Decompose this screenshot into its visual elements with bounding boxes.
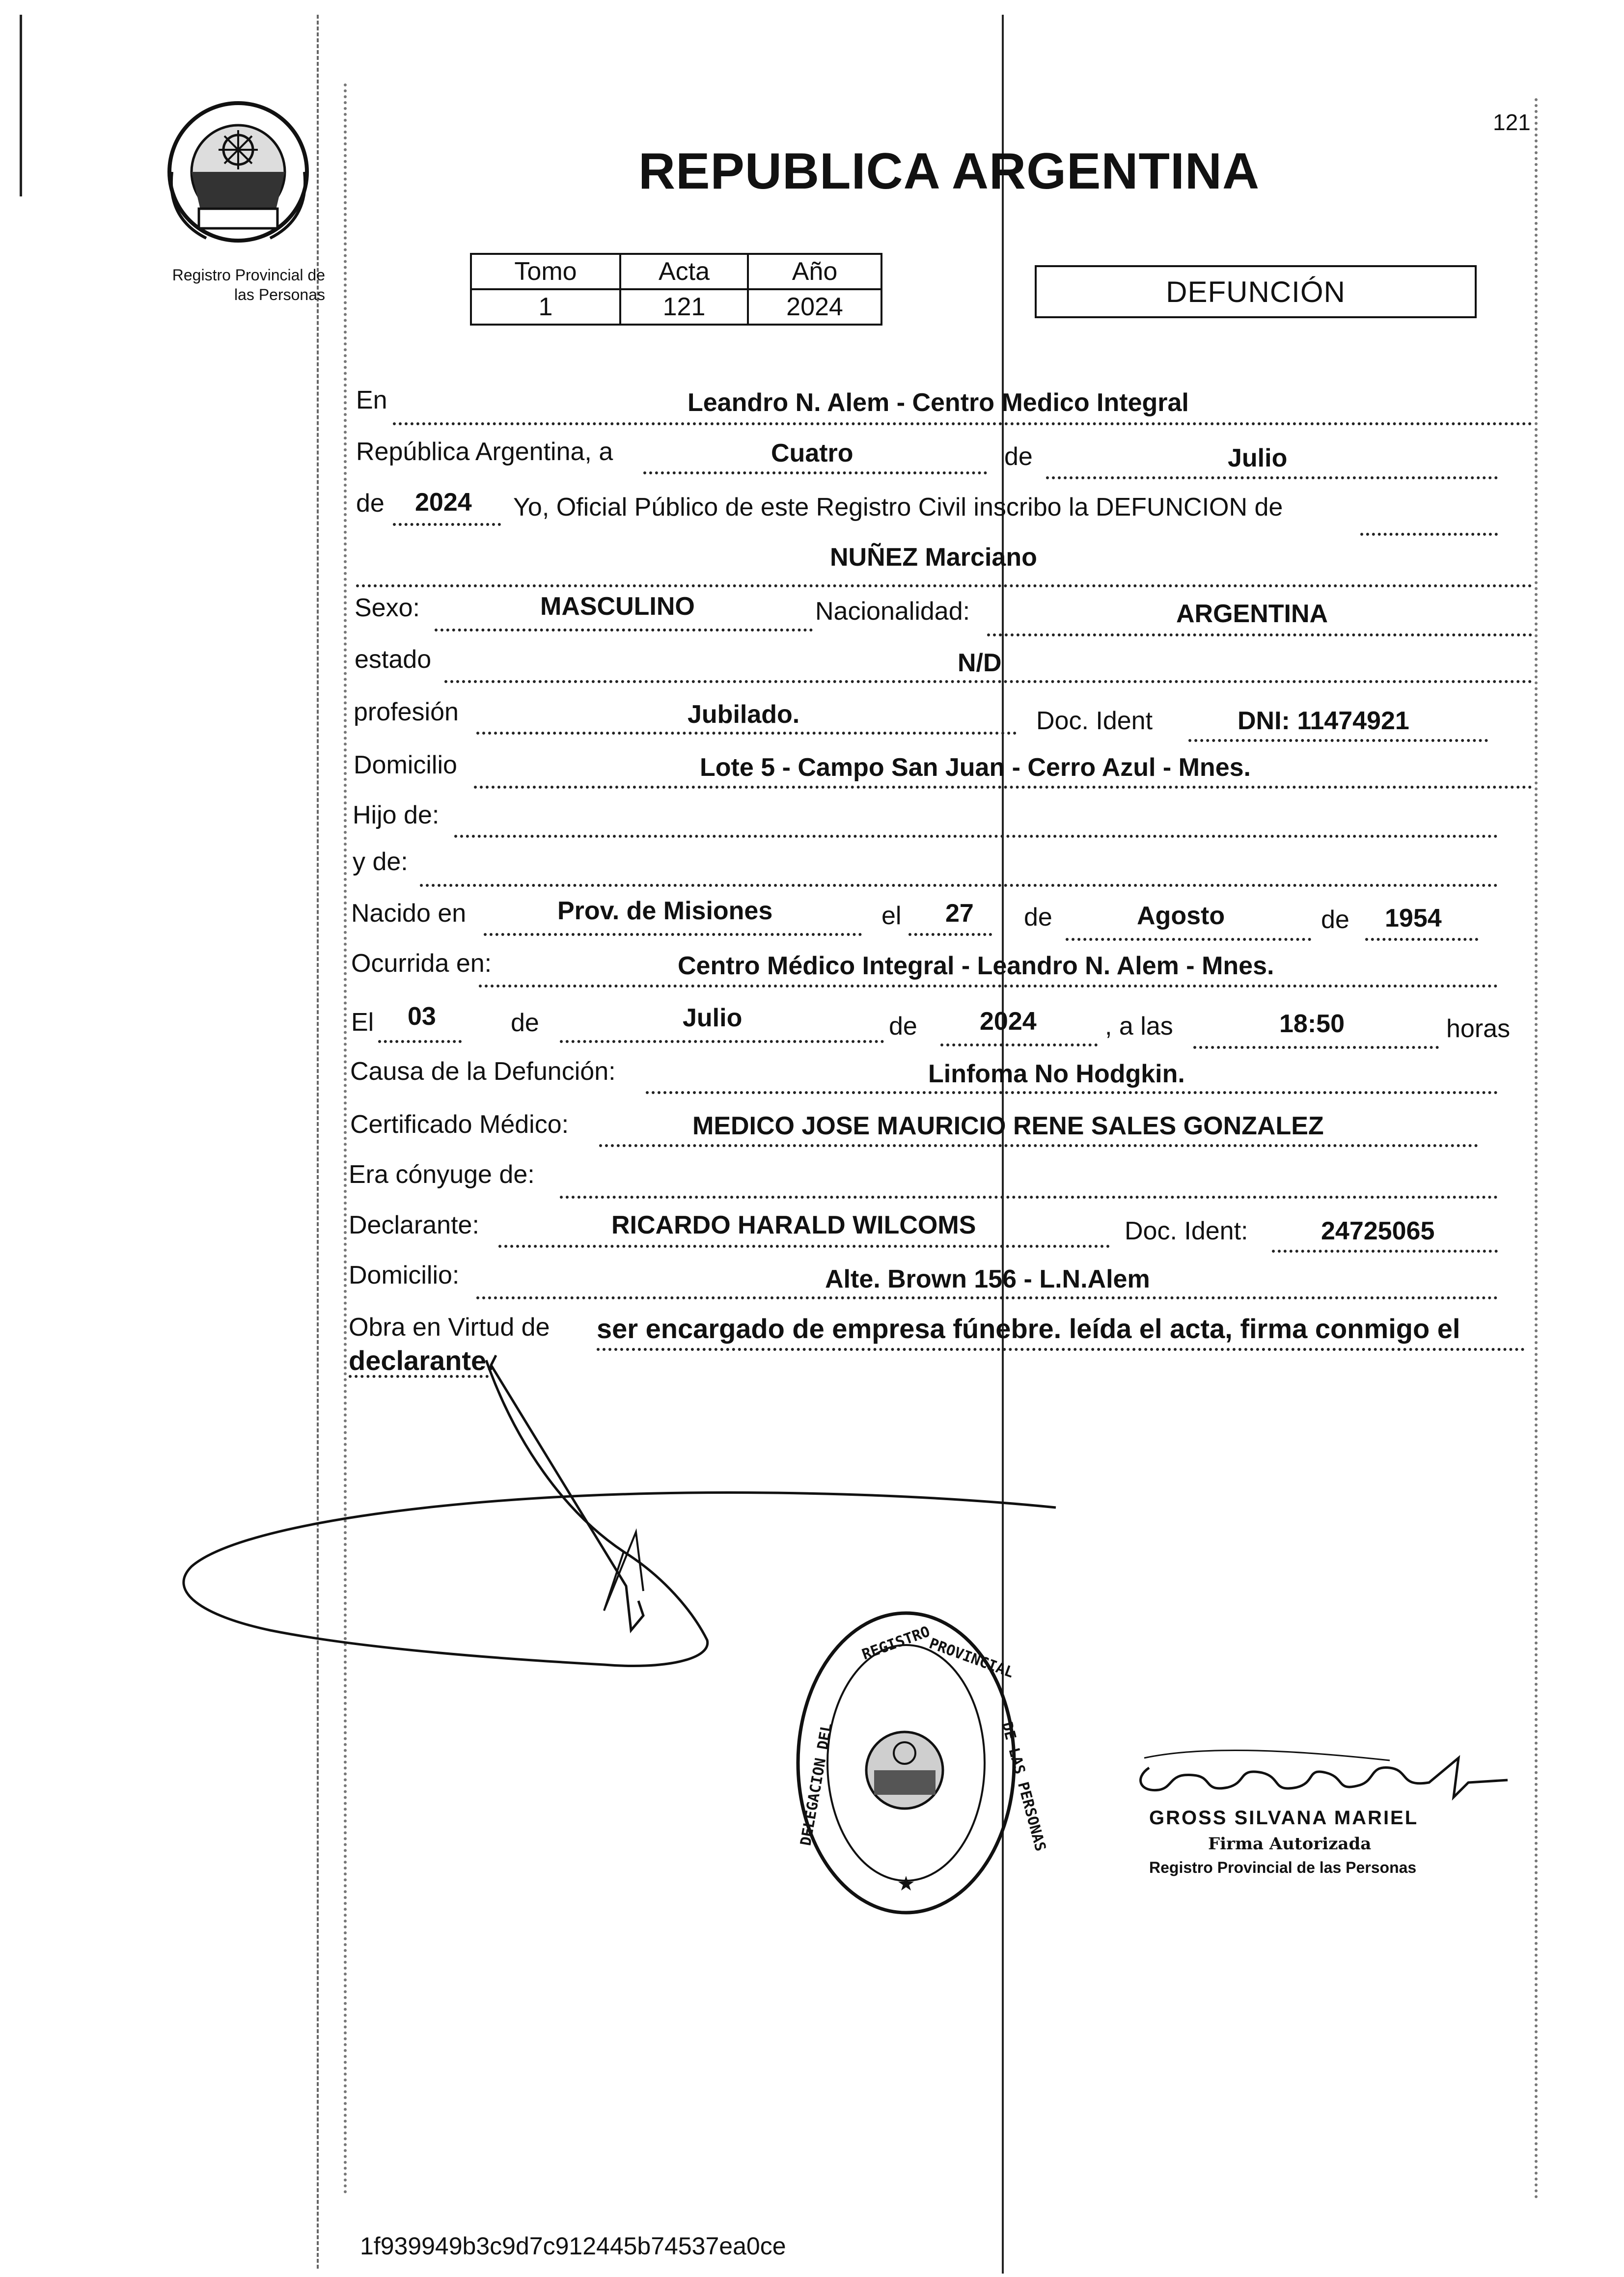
anio-header: Año — [748, 254, 881, 289]
inscribo-line — [1360, 533, 1498, 536]
def-de-label-1: de — [511, 1009, 539, 1037]
nacido-label: Nacido en — [351, 899, 467, 928]
dec-dom-value: Alte. Brown 156 - L.N.Alem — [825, 1265, 1150, 1293]
hijo-line — [454, 835, 1498, 838]
domicilio-value: Lote 5 - Campo San Juan - Cerro Azul - Mnes. — [700, 753, 1251, 782]
binding-line — [317, 15, 319, 2269]
alas-label: , a las — [1105, 1012, 1173, 1041]
causa-value: Linfoma No Hodgkin. — [928, 1060, 1185, 1088]
sexo-line — [435, 629, 813, 631]
svg-text:DE LAS PERSONAS: DE LAS PERSONAS — [998, 1720, 1049, 1853]
yde-label: y de: — [353, 848, 408, 876]
registry-stamp — [791, 1601, 1049, 1925]
nac-dia: 27 — [945, 899, 974, 928]
dia-line — [643, 471, 987, 474]
nac-mes: Agosto — [1137, 902, 1225, 930]
ocurrida-label: Ocurrida en: — [351, 949, 492, 978]
obra-value-line2: declarante. — [349, 1345, 494, 1376]
ocurrida-line — [479, 985, 1498, 988]
de-label-2: de — [356, 489, 385, 518]
estado-label: estado — [355, 645, 432, 674]
page-number: 121 — [1493, 110, 1531, 135]
causa-label: Causa de la Defunción: — [350, 1057, 616, 1086]
declarante-value: RICARDO HARALD WILCOMS — [611, 1211, 976, 1239]
nac-dia-line — [908, 933, 992, 936]
def-anio-line — [940, 1043, 1098, 1046]
tomo-header: Tomo — [471, 254, 620, 289]
registry-table-values — [471, 289, 881, 325]
sexo-label: Sexo: — [355, 594, 420, 622]
dec-doc-line — [1272, 1250, 1498, 1253]
dia-value: Cuatro — [771, 439, 853, 467]
nombre-line — [356, 584, 1532, 587]
en-label: En — [356, 386, 387, 414]
certificado-line — [599, 1144, 1478, 1147]
profesion-label: profesión — [354, 698, 459, 726]
yde-line — [420, 884, 1498, 887]
binding-line-2 — [344, 83, 347, 2195]
acta-value: 121 — [620, 289, 748, 325]
registry-table-header — [471, 254, 881, 289]
nacionalidad-value: ARGENTINA — [1176, 600, 1328, 628]
signer-name: GROSS SILVANA MARIEL — [1149, 1807, 1419, 1829]
obra-label: Obra en Virtud de — [349, 1313, 550, 1342]
dec-dom-label: Domicilio: — [349, 1261, 460, 1289]
acta-header: Acta — [620, 254, 748, 289]
signer-role: Firma Autorizada — [1208, 1834, 1372, 1854]
profesion-value: Jubilado. — [688, 700, 800, 729]
de-label-1: de — [1004, 442, 1033, 471]
certificado-value: MEDICO JOSE MAURICIO RENE SALES GONZALEZ — [692, 1112, 1324, 1140]
domicilio-line — [474, 786, 1532, 789]
nac-de-label-2: de — [1321, 905, 1349, 934]
dec-doc-label: Doc. Ident: — [1125, 1217, 1248, 1245]
left-margin-line — [20, 15, 22, 196]
sexo-value: MASCULINO — [540, 592, 695, 621]
dec-dom-line — [476, 1296, 1498, 1299]
el2-label: El — [351, 1008, 374, 1037]
anio-line — [393, 523, 501, 526]
republica-label: República Argentina, a — [356, 438, 613, 466]
province-seal-logo — [162, 96, 314, 248]
profesion-line — [476, 732, 1017, 735]
domicilio-label: Domicilio — [354, 751, 457, 779]
def-hora-line — [1193, 1046, 1439, 1049]
registry-caption — [129, 265, 325, 304]
nacionalidad-line — [987, 633, 1532, 636]
en-line — [393, 422, 1532, 425]
registry-caption-line2: las Personas — [234, 286, 325, 303]
nacido-line — [484, 933, 862, 936]
nac-de-label-1: de — [1024, 903, 1052, 932]
def-dia: 03 — [408, 1002, 436, 1031]
record-type-box: DEFUNCIÓN — [1035, 265, 1477, 318]
docident-value: DNI: 11474921 — [1238, 707, 1409, 735]
nac-mes-line — [1066, 938, 1311, 941]
nacionalidad-label: Nacionalidad: — [815, 597, 970, 626]
inscribo-text: Yo, Oficial Público de este Registro Civil inscribo la DEFUNCION de — [513, 493, 1283, 521]
def-hora: 18:50 — [1279, 1010, 1345, 1038]
anio-value: 2024 — [415, 488, 472, 517]
svg-text:PROVINCIAL: PROVINCIAL — [927, 1635, 1016, 1682]
ocurrida-value: Centro Médico Integral - Leandro N. Alem - Mnes. — [678, 952, 1274, 980]
docident-line — [1188, 739, 1488, 742]
def-mes: Julio — [683, 1004, 743, 1032]
def-de-label-2: de — [889, 1012, 917, 1041]
horas-label: horas — [1446, 1015, 1511, 1043]
def-anio: 2024 — [980, 1007, 1037, 1036]
declarante-line — [498, 1245, 1110, 1248]
nacido-value: Prov. de Misiones — [557, 897, 773, 925]
mes-line — [1046, 476, 1498, 479]
conyuge-label: Era cónyuge de: — [349, 1160, 535, 1189]
certificado-label: Certificado Médico: — [350, 1110, 569, 1139]
el-label: el — [881, 902, 902, 930]
nac-anio: 1954 — [1385, 904, 1442, 933]
estado-line — [444, 680, 1532, 683]
estado-value: N/D — [958, 649, 1002, 677]
registry-caption-line1: Registro Provincial de — [172, 266, 325, 284]
svg-text:REGISTRO: REGISTRO — [859, 1623, 933, 1664]
anio-value: 2024 — [748, 289, 881, 325]
svg-text:DELEGACION DEL: DELEGACION DEL — [797, 1722, 836, 1847]
obra-line — [597, 1348, 1525, 1351]
def-dia-line — [378, 1040, 462, 1043]
nac-anio-line — [1365, 938, 1478, 941]
conyuge-line — [560, 1196, 1498, 1199]
en-value: Leandro N. Alem - Centro Medico Integral — [688, 388, 1189, 417]
mes-value: Julio — [1228, 444, 1288, 472]
page-title: REPUBLICA ARGENTINA — [638, 143, 1260, 200]
docident-label: Doc. Ident — [1036, 707, 1153, 735]
declarante-label: Declarante: — [349, 1211, 479, 1239]
causa-line — [646, 1091, 1498, 1094]
obra-value-line1: ser encargado de empresa fúnebre. leída el acta, firma conmigo el — [597, 1313, 1460, 1344]
signer-org: Registro Provincial de las Personas — [1149, 1859, 1417, 1876]
document-hash: 1f939949b3c9d7c912445b74537ea0ce — [360, 2232, 786, 2260]
dec-doc-value: 24725065 — [1321, 1217, 1435, 1245]
registry-table — [470, 253, 882, 326]
tomo-value: 1 — [471, 289, 620, 325]
deceased-name: NUÑEZ Marciano — [830, 543, 1037, 572]
hijo-label: Hijo de: — [353, 801, 440, 829]
def-mes-line — [560, 1040, 884, 1043]
